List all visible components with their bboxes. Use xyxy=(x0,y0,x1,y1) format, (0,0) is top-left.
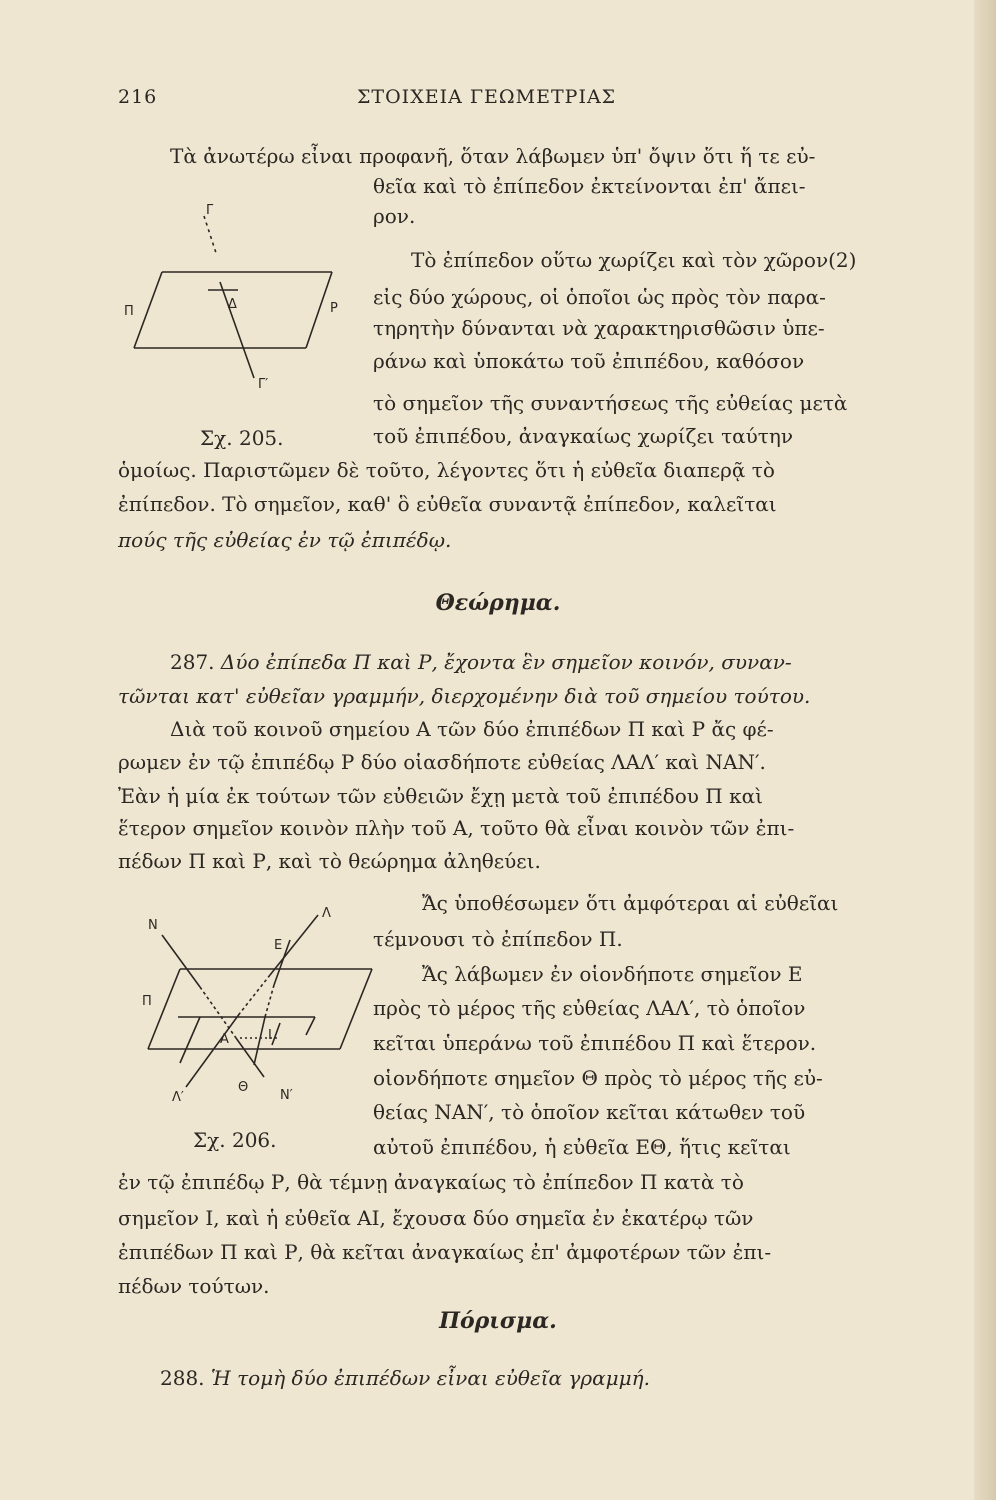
fig205-label-pi: Π xyxy=(124,304,134,319)
fig205-caption: Σχ. 205. xyxy=(200,426,284,450)
proof-line: πέδων Π καὶ Ρ, καὶ τὸ θεώρημα ἀληθεύει. xyxy=(118,849,541,873)
para4-line: θείας ΝΑΝ′, τὸ ὁποῖον κεῖται κάτωθεν τοῦ xyxy=(373,1100,806,1124)
theorem-line xyxy=(170,652,792,672)
corollary-line xyxy=(160,1368,650,1388)
fig206-caption: Σχ. 206. xyxy=(193,1128,277,1152)
fig206-label-epsilon: Ε xyxy=(274,938,283,953)
para2-line: ἐπίπεδον. Τὸ σημεῖον, καθ' ὃ εὐθεῖα συναντᾷ ἐπίπεδον, καλεῖται xyxy=(118,492,777,516)
fig205-label-gamma-prime: Γ′ xyxy=(258,377,269,392)
para4-line: σημεῖον Ι, καὶ ἡ εὐθεῖα ΑΙ, ἔχουσα δύο σημεῖα ἐν ἑκατέρῳ τῶν xyxy=(118,1206,754,1230)
proof-line: ἕτερον σημεῖον κοινὸν πλὴν τοῦ Α, τοῦτο θὰ εἶναι κοινὸν τῶν ἐπι- xyxy=(118,816,795,840)
para2-line: τηρητὴν δύνανται νὰ χαρακτηρισθῶσιν ὑπε- xyxy=(373,316,825,340)
fig205-label-rho: Ρ xyxy=(330,301,338,316)
para4-line: ἐν τῷ ἐπιπέδῳ Ρ, θὰ τέμνῃ ἀναγκαίως τὸ ἐπίπεδον Π κατὰ τὸ xyxy=(118,1170,744,1194)
para4-line: Ἄς λάβωμεν ἐν οἱονδήποτε σημεῖον Ε xyxy=(422,962,803,986)
para2-line: τοῦ ἐπιπέδου, ἀναγκαίως χωρίζει ταύτην xyxy=(373,424,793,448)
fig206-label-lambda-prime: Λ′ xyxy=(172,1090,184,1105)
para4-line: ἐπιπέδων Π καὶ Ρ, θὰ κεῖται ἀναγκαίως ἐπ' ἀμφοτέρων τῶν ἐπι- xyxy=(118,1240,772,1264)
proof-line: ρωμεν ἐν τῷ ἐπιπέδῳ Ρ δύο οἱασδήποτε εὐθείας ΛΑΛ′ καὶ ΝΑΝ′. xyxy=(118,750,766,774)
para1-line: θεῖα καὶ τὸ ἐπίπεδον ἐκτείνονται ἐπ' ἄπει- xyxy=(373,174,806,198)
theorem-line: τῶνται κατ' εὐθεῖαν γραμμήν, διερχομένην διὰ τοῦ σημείου τούτου. xyxy=(118,684,811,708)
corollary-heading: Πόρισμα. xyxy=(439,1308,557,1334)
theorem-number: 287. xyxy=(170,650,215,674)
fig206-label-iota: Ι xyxy=(268,1028,272,1043)
running-title: ΣΤΟΙΧΕΙΑ ΓΕΩΜΕΤΡΙΑΣ xyxy=(357,86,617,108)
para1-line: ρον. xyxy=(373,204,416,228)
fig206-label-nu-prime: Ν′ xyxy=(280,1088,293,1103)
para2-line: εἰς δύο χώρους, οἱ ὁποῖοι ὡς πρὸς τὸν παρα- xyxy=(373,285,826,309)
fig206-label-alpha: Α xyxy=(220,1032,229,1047)
para1-line: Τὰ ἀνωτέρω εἶναι προφανῆ, ὅταν λάβωμεν ὑπ' ὄψιν ὅτι ἥ τε εὐ- xyxy=(170,144,816,168)
para3-line: Ἄς ὑποθέσωμεν ὅτι ἀμφότεραι αἱ εὐθεῖαι xyxy=(422,891,839,915)
fig206-label-nu: Ν xyxy=(148,918,158,933)
para2-line: ὁμοίως. Παριστῶμεν δὲ τοῦτο, λέγοντες ὅτι ἡ εὐθεῖα διαπερᾷ τὸ xyxy=(118,458,775,482)
fig206-label-theta: Θ xyxy=(238,1080,249,1095)
theorem-heading: Θεώρημα. xyxy=(435,590,561,616)
para4-line: πέδων τούτων. xyxy=(118,1274,270,1298)
corollary-text: Ἡ τομὴ δύο ἐπιπέδων εἶναι εὐθεῖα γραμμή. xyxy=(210,1366,650,1390)
proof-line: Διὰ τοῦ κοινοῦ σημείου Α τῶν δύο ἐπιπέδων Π καὶ Ρ ἄς φέ- xyxy=(170,717,774,741)
figure-205 xyxy=(120,200,360,400)
para2-line: Τὸ ἐπίπεδον οὕτω χωρίζει καὶ τὸν χῶρον(2) xyxy=(411,248,857,272)
proof-line: Ἐὰν ἡ μία ἐκ τούτων τῶν εὐθειῶν ἔχῃ μετὰ τοῦ ἐπιπέδου Π καὶ xyxy=(118,784,763,808)
fig205-label-delta: Δ xyxy=(228,297,237,312)
para4-line: κεῖται ὑπεράνω τοῦ ἐπιπέδου Π καὶ ἕτερον. xyxy=(373,1031,817,1055)
para4-line: πρὸς τὸ μέρος τῆς εὐθείας ΛΑΛ′, τὸ ὁποῖον xyxy=(373,996,806,1020)
fig206-label-lambda: Λ xyxy=(322,906,331,921)
page-number: 216 xyxy=(118,86,158,108)
figure-206 xyxy=(140,895,370,1125)
para2-line: πούς τῆς εὐθείας ἐν τῷ ἐπιπέδῳ. xyxy=(118,528,452,552)
para2-line: τὸ σημεῖον τῆς συναντήσεως τῆς εὐθείας μετὰ xyxy=(373,391,848,415)
fig206-label-pi: Π xyxy=(142,994,152,1009)
theorem-text: Δύο ἐπίπεδα Π καὶ Ρ, ἔχοντα ἓν σημεῖον κοινόν, συναν- xyxy=(220,650,792,674)
page-edge xyxy=(974,0,996,1500)
para2-line: ράνω καὶ ὑποκάτω τοῦ ἐπιπέδου, καθόσον xyxy=(373,349,805,373)
para3-line: τέμνουσι τὸ ἐπίπεδον Π. xyxy=(373,927,623,951)
corollary-number: 288. xyxy=(160,1366,205,1390)
para4-line: οἱονδήποτε σημεῖον Θ πρὸς τὸ μέρος τῆς εὐ- xyxy=(373,1066,823,1090)
fig205-label-gamma: Γ xyxy=(206,203,214,218)
para4-line: αὐτοῦ ἐπιπέδου, ἡ εὐθεῖα ΕΘ, ἥτις κεῖται xyxy=(373,1135,791,1159)
